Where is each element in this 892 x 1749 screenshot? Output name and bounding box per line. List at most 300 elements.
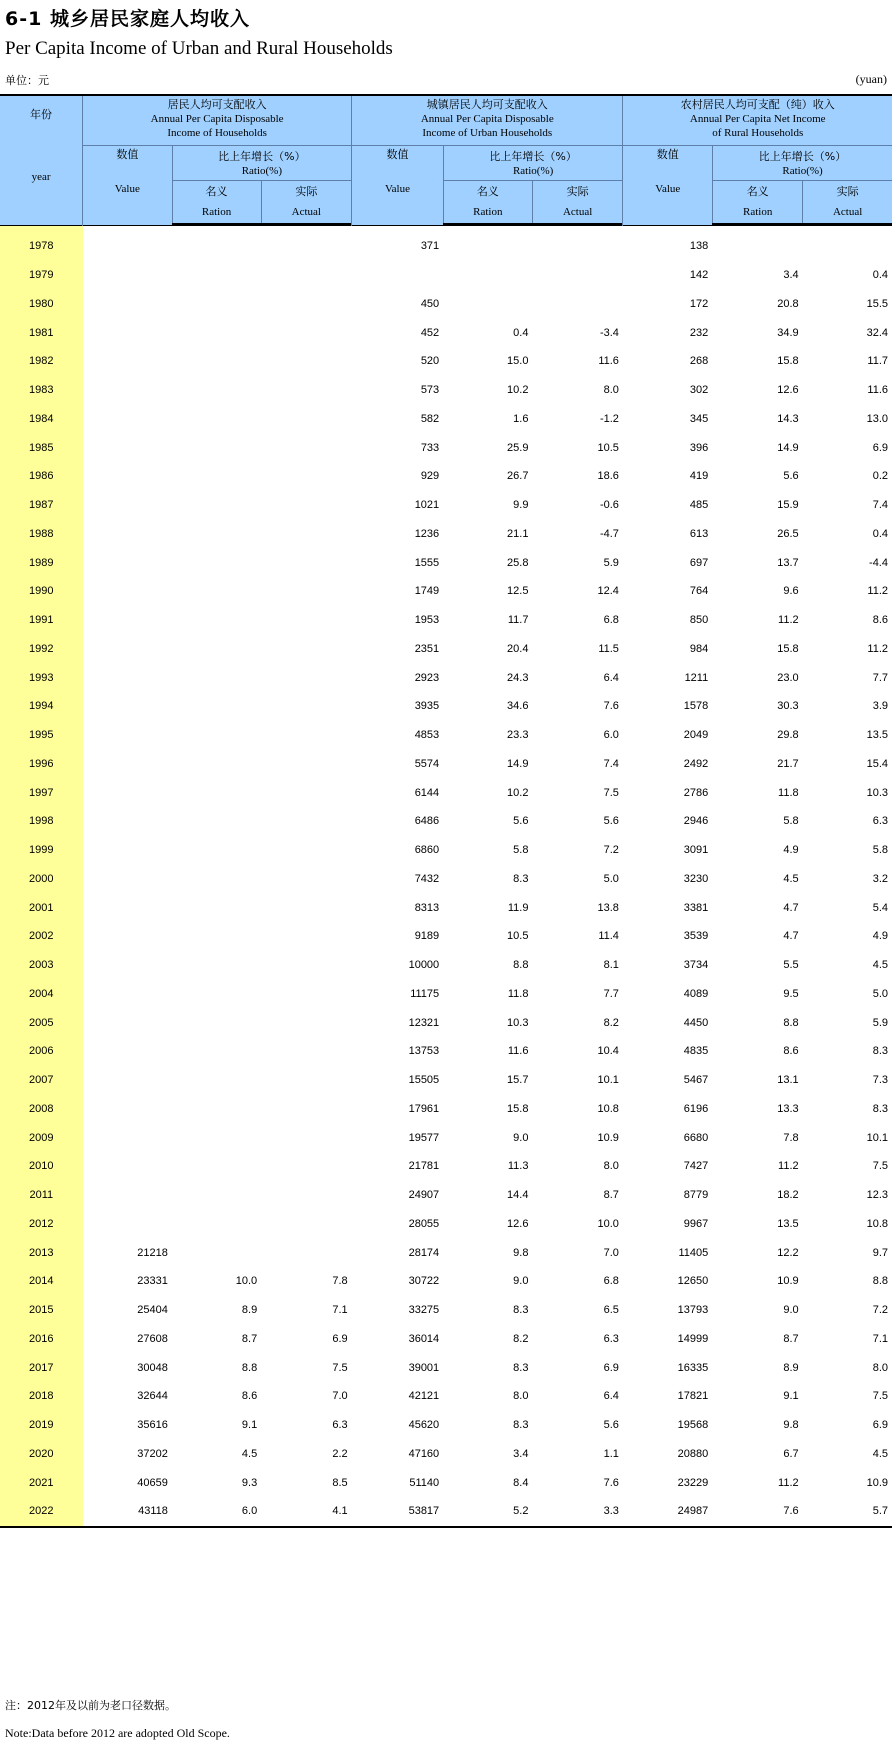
urban-value-cell: 36014 (408, 1332, 440, 1345)
rural-actual-cell: 11.2 (867, 585, 888, 598)
household-actual-cell (261, 376, 351, 405)
table-row (0, 1095, 892, 1124)
household-nominal-cell (172, 520, 261, 549)
household-nominal-cell (172, 922, 261, 951)
rural-actual-cell: 0.4 (872, 527, 888, 540)
group-title-cn: 城镇居民人均可支配收入 (426, 98, 548, 111)
household-actual-cell (261, 577, 351, 606)
household-value-cell (83, 405, 172, 434)
rural-actual-cell: 7.5 (872, 1390, 888, 1403)
rural-actual-cell: 8.3 (872, 1045, 888, 1058)
urban-actual-cell (532, 261, 622, 290)
urban-nominal-cell: 14.9 (507, 757, 529, 770)
year-cell: 2018 (0, 1382, 83, 1411)
rural-value-cell: 850 (689, 614, 709, 627)
rural-nominal-cell: 9.5 (783, 987, 799, 1000)
urban-value-cell: 13753 (408, 1045, 440, 1058)
urban-nominal-cell: 11.3 (507, 1160, 529, 1173)
table-row (0, 462, 892, 491)
rural-nominal-cell: 21.7 (777, 757, 799, 770)
household-actual-cell (261, 1152, 351, 1181)
urban-actual-cell: 7.6 (603, 1476, 619, 1489)
household-actual-cell (261, 226, 351, 261)
rural-value-cell: 7427 (683, 1160, 709, 1173)
household-value-cell: 30048 (137, 1361, 168, 1374)
urban-nominal-cell: 8.8 (513, 959, 529, 972)
urban-actual-cell (532, 290, 622, 319)
rural-actual-cell: -4.4 (869, 556, 888, 569)
urban-actual-cell (532, 226, 622, 261)
rural-value-cell: 4089 (683, 987, 709, 1000)
household-actual-cell (261, 635, 351, 664)
table-body (0, 226, 892, 1527)
urban-value-cell: 28055 (408, 1217, 440, 1230)
year-cell: 1994 (0, 692, 83, 721)
urban-value-cell: 28174 (408, 1246, 440, 1259)
household-value-cell (83, 750, 172, 779)
rural-actual-cell: 11.7 (867, 355, 888, 368)
household-nominal-cell: 8.6 (241, 1390, 258, 1403)
household-value-cell: 32644 (137, 1390, 168, 1403)
rural-value-cell: 142 (689, 269, 709, 282)
urban-nominal-cell: 5.6 (513, 815, 529, 828)
urban-value-cell: 573 (420, 384, 440, 397)
year-cell: 1999 (0, 836, 83, 865)
household-actual-cell (261, 1210, 351, 1239)
urban-nominal-cell: 14.4 (507, 1189, 529, 1202)
household-value-cell (83, 1210, 172, 1239)
rural-value-cell: 12650 (677, 1275, 709, 1288)
rural-actual-cell: 7.1 (872, 1332, 888, 1345)
rural-actual-cell: 3.9 (872, 700, 888, 713)
urban-income-group (352, 95, 623, 226)
urban-nominal-cell: 9.0 (513, 1131, 529, 1144)
household-nominal-cell (172, 548, 261, 577)
household-actual-cell (261, 606, 351, 635)
year-cell: 2021 (0, 1468, 83, 1497)
urban-value-cell: 1236 (414, 527, 440, 540)
household-nominal-cell (172, 577, 261, 606)
rural-nominal-cell: 13.5 (777, 1217, 799, 1230)
table-row (0, 520, 892, 549)
urban-nominal-cell (443, 290, 532, 319)
household-actual-cell (261, 1123, 351, 1152)
household-actual-cell (261, 865, 351, 894)
urban-nominal-cell: 10.5 (507, 930, 529, 943)
rural-actual-cell: 4.5 (872, 1447, 888, 1460)
household-actual-cell (261, 663, 351, 692)
rural-value-cell: 1211 (684, 671, 709, 684)
household-actual-cell (261, 433, 351, 462)
year-cell: 1983 (0, 376, 83, 405)
urban-nominal-cell: 3.4 (513, 1447, 529, 1460)
table-row (0, 1382, 892, 1411)
household-income-group (83, 95, 352, 226)
household-nominal-cell (172, 807, 261, 836)
year-cell: 1989 (0, 548, 83, 577)
table-row (0, 290, 892, 319)
year-cell: 1988 (0, 520, 83, 549)
rural-value-cell: 172 (689, 297, 709, 310)
urban-nominal-cell: 5.8 (513, 844, 529, 857)
urban-nominal-cell: 1.6 (513, 412, 529, 425)
urban-value-cell: 8313 (414, 901, 440, 914)
year-cell: 1986 (0, 462, 83, 491)
rural-nominal-cell: 30.3 (777, 700, 799, 713)
year-cell: 2008 (0, 1095, 83, 1124)
year-cell: 2022 (0, 1497, 83, 1527)
household-value-cell (83, 606, 172, 635)
year-cell: 2007 (0, 1066, 83, 1095)
rural-nominal-cell: 23.0 (777, 671, 799, 684)
household-nominal-cell (172, 865, 261, 894)
urban-value-cell: 45620 (408, 1419, 440, 1432)
year-cell: 1981 (0, 318, 83, 347)
rural-nominal-cell: 12.6 (777, 384, 799, 397)
rural-nominal-cell: 11.2 (778, 1160, 799, 1173)
urban-value-cell: 39001 (408, 1361, 440, 1374)
urban-nominal-cell: 11.8 (507, 987, 529, 1000)
urban-actual-cell: 7.4 (603, 757, 619, 770)
actual-header-cn: 实际 (295, 184, 318, 198)
rural-actual-cell: 6.9 (872, 441, 888, 454)
urban-actual-cell: 1.1 (603, 1447, 619, 1460)
urban-nominal-cell (443, 261, 532, 290)
urban-value-cell: 6486 (414, 815, 440, 828)
urban-actual-cell: 8.7 (603, 1189, 619, 1202)
actual-header-en: Actual (562, 205, 593, 218)
rural-value-cell: 984 (689, 642, 709, 655)
household-nominal-cell: 6.0 (172, 1497, 261, 1527)
table-row (0, 1440, 892, 1469)
table-row (0, 491, 892, 520)
year-cell: 1991 (0, 606, 83, 635)
urban-actual-cell: 12.4 (597, 585, 619, 598)
rural-nominal-cell: 5.6 (783, 470, 799, 483)
household-value-cell (83, 893, 172, 922)
rural-nominal-cell (712, 226, 802, 261)
rural-nominal-cell: 8.7 (783, 1332, 799, 1345)
table-row (0, 226, 892, 261)
urban-actual-cell: 6.8 (603, 1275, 619, 1288)
year-cell: 2009 (0, 1123, 83, 1152)
ratio-header-en: Ratio(%) (782, 164, 823, 177)
rural-value-cell: 4835 (683, 1045, 709, 1058)
table-row (0, 1267, 892, 1296)
table-row (0, 1353, 892, 1382)
household-value-cell: 35616 (137, 1419, 168, 1432)
urban-actual-cell: 7.6 (603, 700, 619, 713)
household-value-cell (83, 1095, 172, 1124)
household-nominal-cell: 9.3 (241, 1476, 258, 1489)
ratio-header-en: Ratio(%) (241, 164, 283, 177)
household-nominal-cell: 4.5 (241, 1447, 258, 1460)
household-actual-cell (261, 290, 351, 319)
urban-value-cell: 24907 (408, 1189, 440, 1202)
year-cell: 1984 (0, 405, 83, 434)
household-actual-cell (261, 405, 351, 434)
nominal-header-cn: 名义 (746, 184, 769, 198)
table-row (0, 1468, 892, 1497)
rural-actual-cell: 5.9 (872, 1016, 888, 1029)
ratio-header-cn: 比上年增长（%） (218, 149, 306, 163)
urban-value-cell: 51140 (409, 1476, 440, 1489)
urban-nominal-cell: 34.6 (507, 700, 529, 713)
rural-nominal-cell: 15.8 (777, 642, 799, 655)
household-nominal-cell (172, 635, 261, 664)
year-cell: 1985 (0, 433, 83, 462)
urban-value-cell: 1555 (414, 556, 440, 569)
household-nominal-cell (172, 1037, 261, 1066)
year-cell: 2006 (0, 1037, 83, 1066)
rural-actual-cell: 8.3 (872, 1102, 888, 1115)
rural-actual-cell: 13.0 (866, 412, 888, 425)
urban-nominal-cell: 26.7 (507, 470, 529, 483)
urban-value-cell: 4853 (414, 729, 440, 742)
year-header-cn: 年份 (30, 108, 53, 121)
footnote-cn: 注：2012年及以前为老口径数据。 (5, 1699, 176, 1712)
urban-actual-cell: 3.3 (532, 1497, 622, 1527)
household-value-cell (83, 922, 172, 951)
urban-nominal-cell: 8.3 (513, 1419, 529, 1432)
rural-value-cell: 4450 (683, 1016, 709, 1029)
household-value-cell (83, 1152, 172, 1181)
urban-actual-cell: 8.0 (603, 1160, 619, 1173)
household-nominal-cell: 8.9 (241, 1304, 258, 1317)
household-nominal-cell (172, 1210, 261, 1239)
nominal-header-en: Ration (201, 205, 232, 218)
household-nominal-cell (172, 462, 261, 491)
table-row (0, 1296, 892, 1325)
rural-value-cell: 5467 (683, 1074, 709, 1087)
household-value-cell (83, 433, 172, 462)
urban-nominal-cell: 9.9 (513, 499, 529, 512)
household-actual-cell (261, 922, 351, 951)
table-row (0, 1181, 892, 1210)
rural-actual-cell: 7.3 (872, 1074, 888, 1087)
household-nominal-cell (172, 290, 261, 319)
urban-value-cell: 53817 (352, 1497, 444, 1527)
household-nominal-cell: 8.8 (241, 1361, 258, 1374)
table-row (0, 951, 892, 980)
urban-value-cell: 19577 (408, 1131, 440, 1144)
urban-nominal-cell: 8.2 (513, 1332, 529, 1345)
urban-value-cell: 2351 (414, 642, 440, 655)
rural-value-cell: 6680 (683, 1131, 709, 1144)
year-cell: 2014 (0, 1267, 83, 1296)
household-value-cell (83, 692, 172, 721)
group-title-en2: Income of Households (167, 127, 267, 139)
household-nominal-cell (172, 778, 261, 807)
household-nominal-cell (172, 1238, 261, 1267)
rural-value-cell: 3381 (683, 901, 709, 914)
household-actual-cell (261, 807, 351, 836)
year-cell: 2010 (0, 1152, 83, 1181)
rural-actual-cell: 8.6 (872, 614, 888, 627)
urban-nominal-cell: 15.7 (507, 1074, 529, 1087)
table-row (0, 893, 892, 922)
rural-value-cell: 20880 (677, 1447, 709, 1460)
urban-actual-cell: 5.0 (603, 872, 619, 885)
household-value-cell (83, 865, 172, 894)
rural-nominal-cell: 7.8 (783, 1131, 799, 1144)
urban-actual-cell: 8.2 (603, 1016, 619, 1029)
table-row (0, 1152, 892, 1181)
urban-actual-cell: 5.6 (603, 1419, 619, 1432)
value-header-cn: 数值 (656, 148, 679, 161)
household-nominal-cell (172, 951, 261, 980)
urban-value-cell: 450 (420, 297, 440, 310)
year-cell: 1993 (0, 663, 83, 692)
urban-actual-cell: 7.5 (603, 786, 619, 799)
household-actual-cell (261, 1037, 351, 1066)
year-cell: 2004 (0, 980, 83, 1009)
household-actual-cell (261, 318, 351, 347)
urban-value-cell: 33275 (408, 1304, 440, 1317)
household-actual-cell (261, 750, 351, 779)
household-nominal-cell (172, 318, 261, 347)
urban-nominal-cell: 21.1 (507, 527, 529, 540)
household-actual-cell (261, 692, 351, 721)
rural-nominal-cell: 8.6 (783, 1045, 799, 1058)
urban-nominal-cell: 20.4 (507, 642, 529, 655)
urban-actual-cell: 13.8 (597, 901, 619, 914)
rural-nominal-cell: 11.2 (778, 1476, 799, 1489)
household-actual-cell (261, 347, 351, 376)
rural-actual-cell: 0.2 (872, 470, 888, 483)
year-cell: 2005 (0, 1008, 83, 1037)
urban-actual-cell: 10.9 (597, 1131, 619, 1144)
household-nominal-cell (172, 721, 261, 750)
household-value-cell (83, 376, 172, 405)
year-cell: 2012 (0, 1210, 83, 1239)
year-cell: 2019 (0, 1411, 83, 1440)
urban-actual-cell: 6.4 (603, 671, 619, 684)
rural-value-cell: 764 (689, 585, 709, 598)
household-value-cell (83, 261, 172, 290)
rural-nominal-cell: 29.8 (777, 729, 799, 742)
urban-actual-cell: 6.3 (603, 1332, 619, 1345)
table-row (0, 750, 892, 779)
rural-value-cell: 613 (689, 527, 709, 540)
group-title-en2: Income of Urban Households (422, 127, 553, 139)
rural-actual-cell: 3.2 (872, 872, 888, 885)
rural-actual-cell: 15.5 (866, 297, 888, 310)
table-title-cn: 6-1 城乡居民家庭人均收入 (5, 8, 250, 30)
subheader (623, 145, 892, 225)
rural-actual-cell: 4.5 (872, 959, 888, 972)
rural-actual-cell: 11.6 (867, 384, 888, 397)
urban-value-cell: 371 (420, 240, 440, 253)
rural-value-cell: 232 (689, 326, 709, 339)
household-value-cell (83, 1123, 172, 1152)
urban-nominal-cell: 15.8 (507, 1102, 529, 1115)
nominal-header-cn: 名义 (476, 184, 499, 198)
household-actual-cell (261, 491, 351, 520)
table-row (0, 405, 892, 434)
urban-value-cell: 1953 (414, 614, 440, 627)
subheader (352, 145, 622, 225)
table-row (0, 577, 892, 606)
year-cell: 1982 (0, 347, 83, 376)
table-row (0, 692, 892, 721)
household-value-cell (83, 226, 172, 261)
household-nominal-cell (172, 1152, 261, 1181)
ratio-header-cn: 比上年增长（%） (758, 149, 847, 163)
household-value-cell (83, 663, 172, 692)
urban-value-cell: 10000 (408, 959, 440, 972)
household-nominal-cell (172, 1008, 261, 1037)
urban-nominal-cell: 25.9 (507, 441, 529, 454)
urban-actual-cell: 6.0 (603, 729, 619, 742)
urban-nominal-cell: 15.0 (507, 355, 529, 368)
rural-actual-cell: 5.0 (872, 987, 888, 1000)
year-header-en: year (31, 171, 51, 183)
household-nominal-cell (172, 1066, 261, 1095)
rural-nominal-cell: 9.6 (783, 585, 799, 598)
household-actual-cell (261, 1238, 351, 1267)
rural-actual-cell: 8.8 (872, 1275, 888, 1288)
rural-nominal-cell: 12.2 (777, 1246, 799, 1259)
rural-actual-cell: 8.0 (872, 1361, 888, 1374)
urban-value-cell: 5574 (414, 757, 440, 770)
urban-actual-cell: 5.9 (603, 556, 619, 569)
rural-nominal-cell: 7.6 (712, 1497, 802, 1527)
household-value-cell: 43118 (83, 1497, 172, 1527)
urban-nominal-cell: 12.6 (507, 1217, 529, 1230)
rural-actual-cell: 32.4 (866, 326, 888, 339)
table-row (0, 1037, 892, 1066)
year-cell: 2020 (0, 1440, 83, 1469)
household-actual-cell (261, 1066, 351, 1095)
urban-actual-cell: -4.7 (599, 527, 619, 540)
rural-nominal-cell: 4.9 (783, 844, 799, 857)
actual-header-cn: 实际 (836, 184, 859, 198)
rural-value-cell: 396 (689, 441, 709, 454)
household-actual-cell (261, 1008, 351, 1037)
household-nominal-cell (172, 750, 261, 779)
household-actual-cell: 4.1 (261, 1497, 351, 1527)
rural-nominal-cell: 11.2 (778, 614, 799, 627)
urban-actual-cell: -1.2 (599, 412, 619, 425)
urban-nominal-cell: 25.8 (507, 556, 529, 569)
rural-nominal-cell: 4.5 (783, 872, 799, 885)
urban-nominal-cell: 9.0 (513, 1275, 529, 1288)
urban-value-cell: 15505 (408, 1074, 440, 1087)
household-nominal-cell (172, 376, 261, 405)
table-row (0, 1325, 892, 1354)
urban-nominal-cell: 12.5 (507, 585, 529, 598)
urban-nominal-cell: 10.2 (507, 786, 529, 799)
year-cell: 1980 (0, 290, 83, 319)
rural-value-cell: 6196 (683, 1102, 709, 1115)
rural-nominal-cell: 5.8 (783, 815, 799, 828)
year-cell: 1995 (0, 721, 83, 750)
rural-value-cell: 2946 (683, 815, 709, 828)
rural-actual-cell: 7.5 (872, 1160, 888, 1173)
household-value-cell (83, 1066, 172, 1095)
table-row (0, 1238, 892, 1267)
household-actual-cell (261, 980, 351, 1009)
year-cell: 1997 (0, 778, 83, 807)
household-value-cell (83, 721, 172, 750)
year-cell: 2013 (0, 1238, 83, 1267)
urban-nominal-cell: 10.2 (507, 384, 529, 397)
year-cell: 2015 (0, 1296, 83, 1325)
household-value-cell (83, 1037, 172, 1066)
household-nominal-cell: 10.0 (235, 1275, 258, 1288)
group-title-en2: of Rural Households (712, 127, 804, 139)
